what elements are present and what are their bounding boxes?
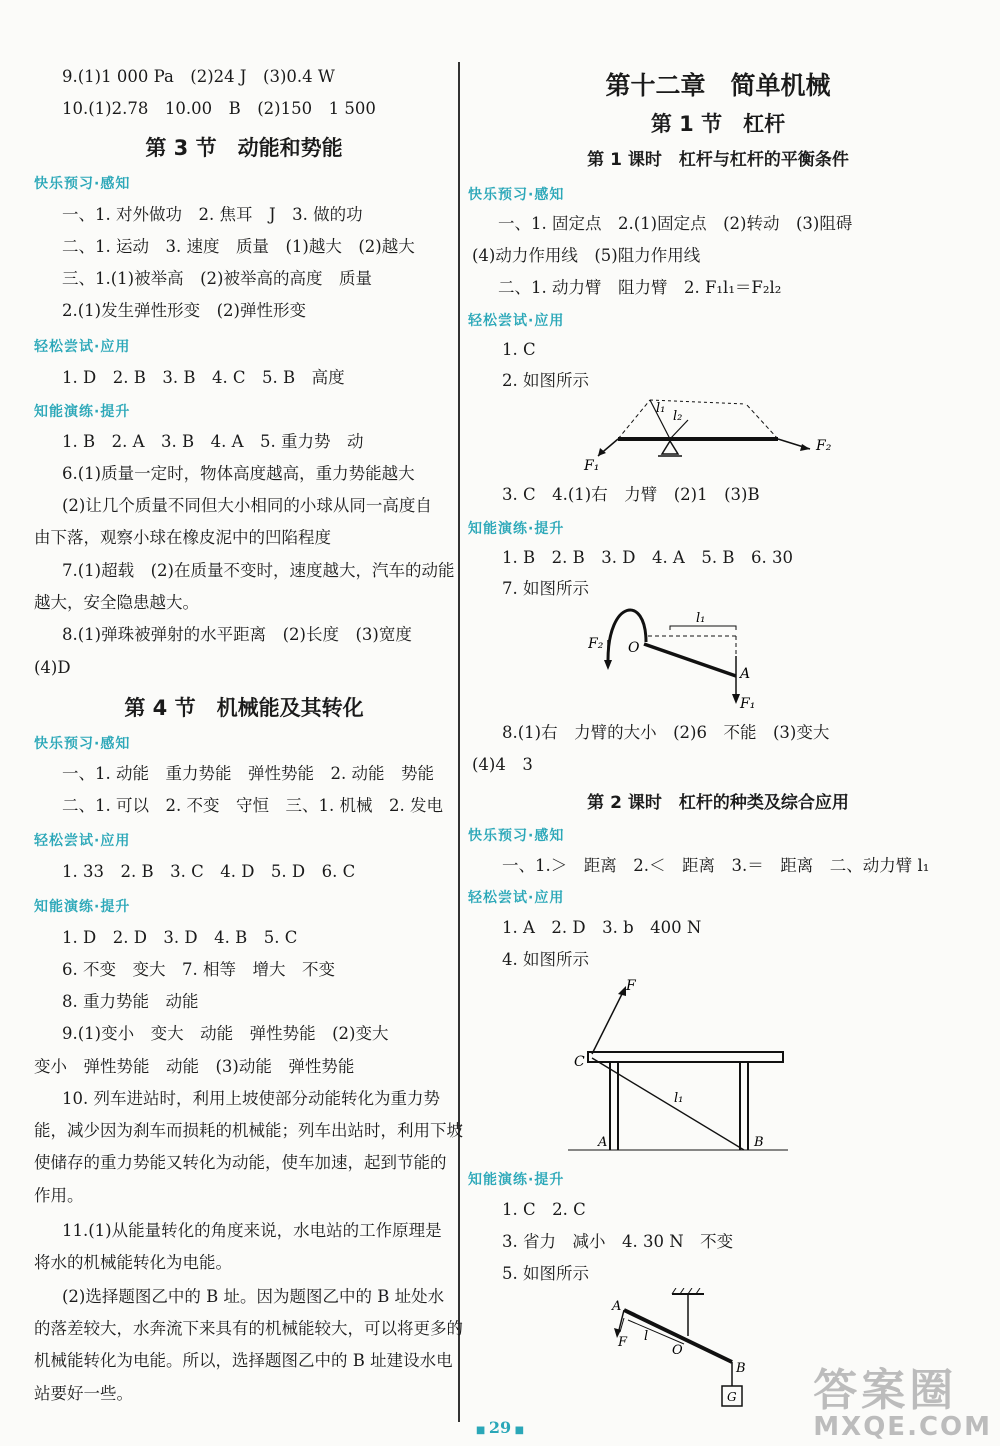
answer-line: 一、1. 动能 重力势能 弹性势能 2. 动能 势能 [62, 764, 434, 783]
section-badge: 知能演练·提升 [34, 899, 131, 915]
answer-line: 8.(1)右 力臂的大小 (2)6 不能 (3)变大 [502, 723, 830, 742]
label-f: F [626, 978, 636, 994]
label-b: B [754, 1135, 764, 1150]
answer-line: 1. 33 2. B 3. C 4. D 5. D 6. C [62, 862, 356, 881]
curved-lever [608, 610, 646, 660]
section-badge: 快乐预习·感知 [468, 187, 565, 203]
answer-line: 1. D 2. D 3. D 4. B 5. C [62, 928, 298, 947]
section-badge: 轻松尝试·应用 [34, 833, 131, 849]
section-title: 第 4 节 机械能及其转化 [124, 696, 364, 720]
table-figure [568, 976, 788, 1156]
label-o: O [628, 640, 640, 656]
page-number: ■ 29 ■ [475, 1418, 525, 1437]
label-l2: l₂ [673, 409, 683, 424]
label-c: C [574, 1054, 585, 1070]
answer-line: 7. 如图所示 [502, 579, 589, 598]
answer-line: 8. 重力势能 动能 [62, 992, 199, 1011]
label-l1: l₁ [674, 1091, 684, 1106]
answer-line: 2. 如图所示 [502, 371, 589, 390]
section-badge: 知能演练·提升 [468, 1172, 565, 1188]
answer-line: 1. A 2. D 3. b 400 N [502, 918, 702, 937]
answer-line: 由下落，观察小球在橡皮泥中的凹陷程度 [34, 528, 331, 547]
table-top [588, 1052, 783, 1062]
answer-line: (2)让几个质量不同但大小相同的小球从同一高度自 [62, 496, 432, 515]
answer-line: (4)D [34, 658, 71, 677]
answer-line: 二、1. 运动 3. 速度 质量 (1)越大 (2)越大 [62, 237, 415, 256]
answer-line: 一、1.＞ 距离 2.＜ 距离 3.＝ 距离 二、动力臂 l₁ [502, 856, 930, 875]
answer-line: 1. B 2. B 3. D 4. A 5. B 6. 30 [502, 548, 793, 567]
answer-line: 6. 不变 变大 7. 相等 增大 不变 [62, 960, 335, 979]
answer-line: (4)动力作用线 (5)阻力作用线 [472, 246, 701, 265]
answer-line: 1. D 2. B 3. B 4. C 5. B 高度 [62, 368, 345, 387]
answer-line: 7.(1)超载 (2)在质量不变时，速度越大，汽车的动能 [62, 561, 455, 580]
answer-line: (4)4 3 [472, 755, 533, 774]
answer-line: (2)选择题图乙中的 B 址。因为题图乙中的 B 址处水 [62, 1287, 445, 1306]
section-badge: 轻松尝试·应用 [468, 890, 565, 906]
lesson-title: 第 2 课时 杠杆的种类及综合应用 [587, 793, 849, 813]
label-f1: F₁ [740, 696, 756, 712]
label-a: A [612, 1299, 622, 1314]
answer-line: 6.(1)质量一定时，物体高度越高，重力势能越大 [62, 464, 415, 483]
watermark [813, 1354, 992, 1442]
force-arrow-f [592, 990, 624, 1054]
watermark-line1: 答案圈 [813, 1365, 958, 1416]
label-g: G [727, 1390, 737, 1404]
section-badge: 轻松尝试·应用 [468, 313, 565, 329]
lever-bar [644, 644, 736, 676]
answer-line: 1. B 2. A 3. B 4. A 5. 重力势 动 [62, 432, 364, 451]
answer-line: 3. 省力 减小 4. 30 N 不变 [502, 1232, 734, 1251]
label-a: A [598, 1135, 608, 1150]
answer-line: 一、1. 对外做功 2. 焦耳 J 3. 做的功 [62, 205, 363, 224]
lever-figure-2 [588, 600, 788, 712]
label-l1: l₁ [656, 401, 666, 416]
section-badge: 知能演练·提升 [468, 521, 565, 537]
watermark-line2: MXQE.COM [813, 1412, 992, 1442]
answer-line: 使储存的重力势能又转化为动能，使车加速，起到节能的 [34, 1153, 447, 1172]
section-badge: 快乐预习·感知 [468, 828, 565, 844]
answer-line: 4. 如图所示 [502, 950, 589, 969]
answer-line: 11.(1)从能量转化的角度来说，水电站的工作原理是 [62, 1221, 442, 1240]
answer-line: 10.(1)2.78 10.00 B (2)150 1 500 [62, 99, 376, 118]
section-badge: 知能演练·提升 [34, 404, 131, 420]
answer-line: 将水的机械能转化为电能。 [34, 1253, 232, 1272]
label-f1: F₁ [584, 458, 600, 472]
answer-line: 能，减少因为刹车而损耗的机械能；列车出站时，利用下坡 [34, 1121, 463, 1140]
answer-line: 8.(1)弹珠被弹射的水平距离 (2)长度 (3)宽度 [62, 625, 412, 644]
label-o: O [672, 1343, 683, 1358]
hanging-lever-figure [608, 1288, 768, 1412]
label-f2: F₂ [588, 636, 604, 652]
answer-line: 1. C 2. C [502, 1200, 586, 1219]
answer-line: 2.(1)发生弹性形变 (2)弹性形变 [62, 301, 306, 320]
answer-line: 9.(1)1 000 Pa (2)24 J (3)0.4 W [62, 67, 335, 86]
lever-figure-1 [578, 392, 888, 472]
section-title: 第 1 节 杠杆 [650, 112, 786, 136]
label-f2: F₂ [816, 438, 832, 454]
answer-line: 作用。 [34, 1186, 84, 1205]
answer-line: 的落差较大，水奔流下来具有的机械能较大，可以将更多的 [34, 1319, 463, 1338]
chapter-title: 第十二章 简单机械 [605, 71, 831, 100]
label-f: F [618, 1335, 628, 1350]
answer-line: 二、1. 动力臂 阻力臂 2. F₁l₁＝F₂l₂ [498, 278, 782, 297]
fulcrum [662, 441, 678, 454]
answer-line: 站要好一些。 [34, 1384, 133, 1403]
label-b: B [736, 1361, 746, 1376]
answer-line: 10. 列车进站时，利用上坡使部分动能转化为重力势 [62, 1089, 440, 1108]
column-divider [458, 62, 460, 1422]
lesson-title: 第 1 课时 杠杆与杠杆的平衡条件 [587, 150, 849, 170]
section-badge: 快乐预习·感知 [34, 736, 131, 752]
answer-line: 3. C 4.(1)右 力臂 (2)1 (3)B [502, 485, 760, 504]
section-title: 第 3 节 动能和势能 [145, 136, 343, 160]
answer-line: 9.(1)变小 变大 动能 弹性势能 (2)变大 [62, 1024, 389, 1043]
answer-line: 一、1. 固定点 2.(1)固定点 (2)转动 (3)阻碍 [498, 214, 853, 233]
answer-line: 越大，安全隐患越大。 [34, 593, 199, 612]
answer-line: 1. C [502, 340, 536, 359]
answer-line: 三、1.(1)被举高 (2)被举高的高度 质量 [62, 269, 372, 288]
answer-line: 变小 弹性势能 动能 (3)动能 弹性势能 [34, 1057, 355, 1076]
answer-line: 5. 如图所示 [502, 1264, 589, 1283]
section-badge: 快乐预习·感知 [34, 176, 131, 192]
label-l1: l₁ [696, 611, 706, 626]
arm-l1 [592, 1058, 744, 1150]
label-a: A [740, 666, 751, 682]
answer-line: 机械能转化为电能。所以，选择题图乙中的 B 址建设水电 [34, 1351, 453, 1370]
label-l: l [644, 1329, 649, 1344]
answer-line: 二、1. 可以 2. 不变 守恒 三、1. 机械 2. 发电 [62, 796, 443, 815]
section-badge: 轻松尝试·应用 [34, 339, 131, 355]
